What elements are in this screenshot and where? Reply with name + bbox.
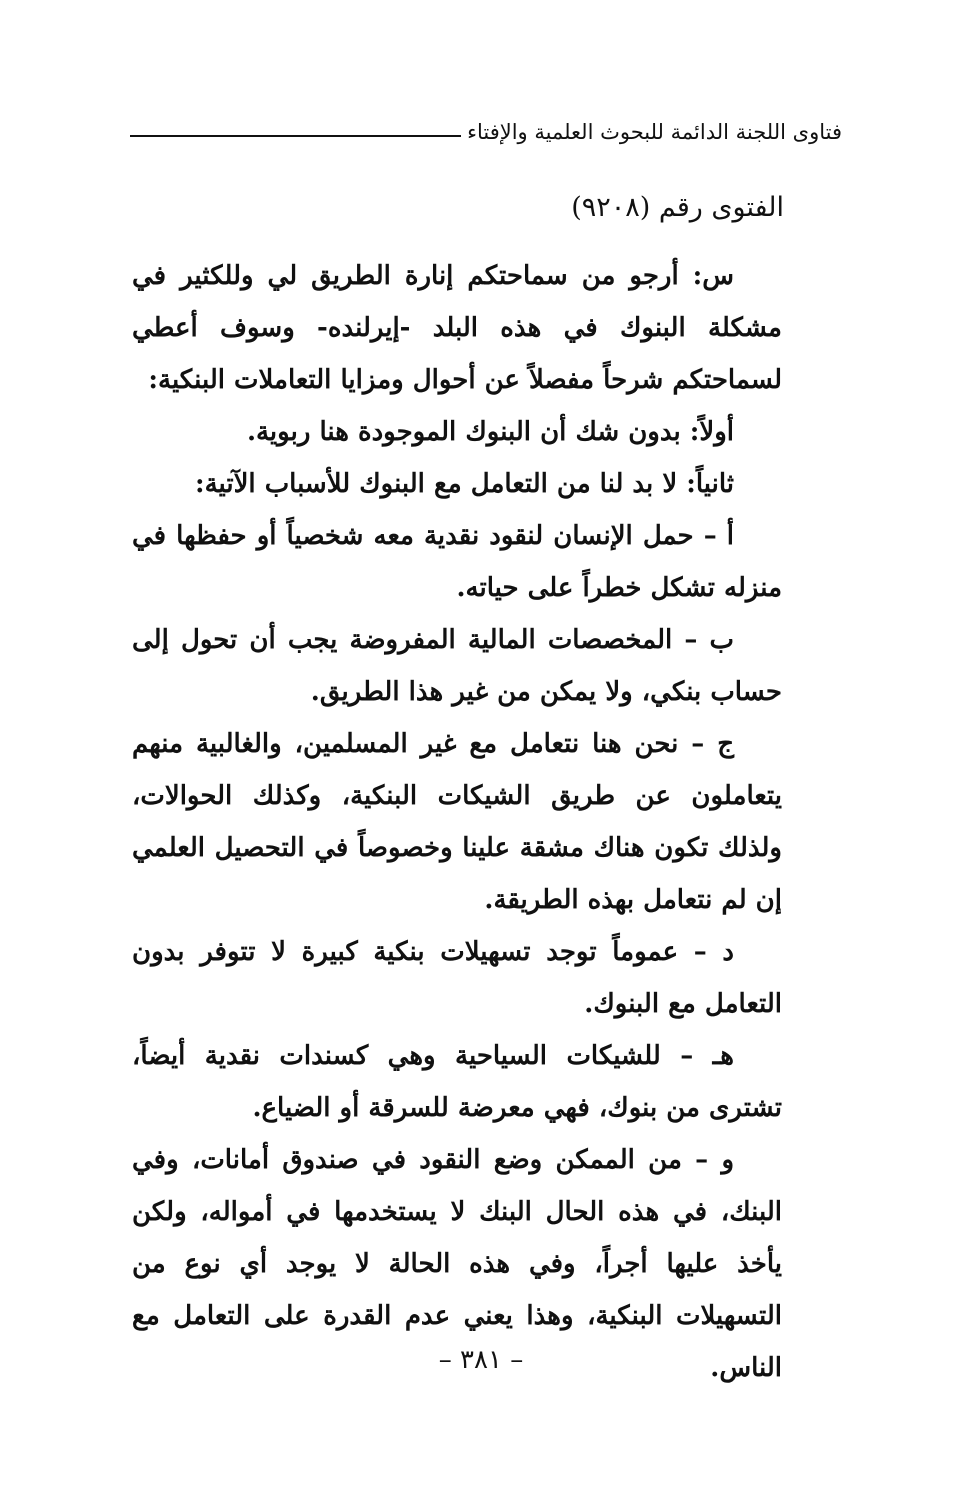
reason-h-paragraph: هـ – للشيكات السياحية وهي كسندات نقدية أيضاً، تشترى من بنوك، فهي معرضة للسرقة أو الضياع. [132,1041,782,1123]
header-rule [130,135,461,137]
running-header [130,112,842,152]
reason-a-paragraph: أ – حمل الإنسان لنقود نقدية معه شخصياً أو حفظها في منزله تشكل خطراً على حياته. [132,521,782,603]
point-first-paragraph: أولاً: بدون شك أن البنوك الموجودة هنا ربوية. [246,417,734,447]
reason-b-paragraph: ب – المخصصات المالية المفروضة يجب أن تحول إلى حساب بنكي، ولا يمكن من غير هذا الطريق. [132,625,782,707]
header-title: فتاوى اللجنة الدائمة للبحوث العلمية والإفتاء [467,120,842,144]
question-paragraph: س: أرجو من سماحتكم إنارة الطريق لي وللكثير في مشكلة البنوك في هذه البلد -إيرلنده- وسوف أعطي لسماحتكم شرحاً مفصلاً عن أحوال ومزايا التعاملات البنكية: [132,261,782,395]
body-text [132,250,782,1394]
reason-w-paragraph: و – من الممكن وضع النقود في صندوق أمانات، وفي البنك، في هذه الحال البنك لا يستخدمها في أمواله، ولكن يأخذ عليها أجراً، وفي هذه الحالة لا يوجد أي نوع من التسهيلات البنكية، وهذا يعني عدم القدرة على التعامل مع الناس. [132,1145,782,1383]
point-second-paragraph: ثانياً: لا بد لنا من التعامل مع البنوك للأسباب الآتية: [194,469,734,499]
reason-c-paragraph: ج – نحن هنا نتعامل مع غير المسلمين، والغالبية منهم يتعاملون عن طريق الشيكات البنكية، وكذلك الحوالات، ولذلك تكون هناك مشقة علينا وخصوصاً في التحصيل العلمي إن لم نتعامل بهذه الطريقة. [132,729,782,915]
reason-d-paragraph: د – عموماً توجد تسهيلات بنكية كبيرة لا تتوفر بدون التعامل مع البنوك. [132,937,782,1019]
page-number: – ٣٨١ – [438,1345,524,1375]
fatwa-number-heading: الفتوى رقم (٩٢٠٨) [571,192,784,223]
